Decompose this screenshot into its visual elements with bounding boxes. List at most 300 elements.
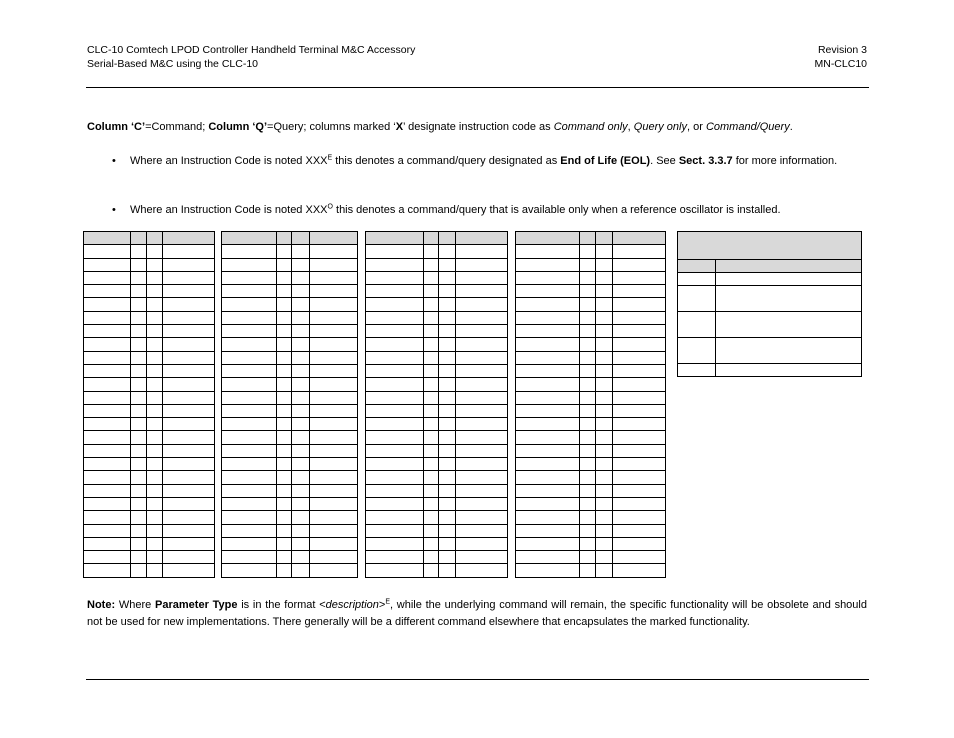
legend-cell: [716, 364, 862, 377]
table-row: [84, 258, 215, 271]
query-only-term: Query only: [633, 121, 687, 133]
table-cell: [131, 364, 147, 377]
table-cell: [613, 271, 666, 284]
table-cell: [366, 271, 424, 284]
table-cell: [456, 391, 508, 404]
table-cell: [222, 404, 277, 417]
table-row: [222, 258, 358, 271]
bullet-icon: •: [112, 155, 116, 167]
table-cell: [516, 484, 580, 497]
table-cell: [163, 484, 215, 497]
table-cell: [424, 232, 439, 245]
table-row: [222, 245, 358, 258]
table-cell: [147, 537, 163, 550]
table-cell: [131, 511, 147, 524]
table-cell: [516, 245, 580, 258]
table-cell: [310, 458, 358, 471]
table-cell: [84, 404, 131, 417]
table-cell: [580, 444, 596, 457]
table-cell: [439, 325, 456, 338]
table-cell: [439, 511, 456, 524]
table-row: [222, 351, 358, 364]
table-cell: [277, 232, 292, 245]
table-cell: [131, 298, 147, 311]
table-cell: [131, 325, 147, 338]
table-cell: [163, 391, 215, 404]
table-cell: [580, 551, 596, 564]
table-cell: [596, 431, 613, 444]
table-cell: [277, 271, 292, 284]
table-cell: [310, 497, 358, 510]
table-cell: [292, 271, 310, 284]
table-row: [516, 338, 666, 351]
table-cell: [613, 285, 666, 298]
table-cell: [163, 497, 215, 510]
table-cell: [147, 232, 163, 245]
table-cell: [580, 311, 596, 324]
table-cell: [222, 524, 277, 537]
table-row: [516, 551, 666, 564]
table-row: [366, 351, 508, 364]
table-cell: [439, 258, 456, 271]
table-row: [222, 524, 358, 537]
table-cell: [439, 378, 456, 391]
table-cell: [424, 311, 439, 324]
table-cell: [516, 471, 580, 484]
table-cell: [366, 311, 424, 324]
table-row: [84, 511, 215, 524]
table-cell: [292, 351, 310, 364]
table-cell: [222, 484, 277, 497]
table-cell: [580, 458, 596, 471]
intro-text: ,: [627, 121, 634, 133]
table-cell: [516, 338, 580, 351]
table-header-row: [84, 232, 215, 245]
table-cell: [277, 484, 292, 497]
table-cell: [439, 537, 456, 550]
table-row: [516, 364, 666, 377]
table-row: [222, 444, 358, 457]
table-cell: [456, 484, 508, 497]
table-row: [516, 391, 666, 404]
table-cell: [310, 444, 358, 457]
table-cell: [456, 245, 508, 258]
table-cell: [222, 378, 277, 391]
table-row: [222, 404, 358, 417]
table-cell: [456, 311, 508, 324]
table-cell: [424, 364, 439, 377]
table-cell: [131, 258, 147, 271]
table-row: [222, 378, 358, 391]
table-cell: [516, 351, 580, 364]
table-cell: [84, 311, 131, 324]
table-cell: [222, 497, 277, 510]
table-cell: [439, 338, 456, 351]
table-cell: [439, 232, 456, 245]
table-cell: [277, 364, 292, 377]
table-cell: [366, 564, 424, 577]
table-row: [84, 351, 215, 364]
table-cell: [310, 325, 358, 338]
table-row: [366, 258, 508, 271]
table-cell: [310, 484, 358, 497]
table-cell: [516, 364, 580, 377]
table-cell: [596, 325, 613, 338]
table-cell: [163, 271, 215, 284]
table-cell: [580, 418, 596, 431]
table-cell: [596, 391, 613, 404]
table-cell: [277, 418, 292, 431]
intro-text: ’ designate instruction code as: [403, 121, 554, 133]
table-row: [366, 524, 508, 537]
table-cell: [516, 285, 580, 298]
table-cell: [580, 351, 596, 364]
table-cell: [292, 551, 310, 564]
table-cell: [456, 298, 508, 311]
table-cell: [277, 311, 292, 324]
table-cell: [613, 511, 666, 524]
table-cell: [580, 537, 596, 550]
table-cell: [277, 511, 292, 524]
table-cell: [222, 271, 277, 284]
table-row: [84, 431, 215, 444]
table-cell: [580, 271, 596, 284]
table-row: [366, 338, 508, 351]
table-cell: [277, 431, 292, 444]
table-cell: [424, 325, 439, 338]
table-cell: [424, 258, 439, 271]
table-row: [222, 271, 358, 284]
table-cell: [613, 258, 666, 271]
revision-label: Revision 3: [817, 44, 867, 56]
table-cell: [277, 458, 292, 471]
table-row: [366, 298, 508, 311]
table-cell: [613, 431, 666, 444]
table-cell: [439, 285, 456, 298]
legend-cell: [678, 273, 716, 286]
table-cell: [439, 271, 456, 284]
footer-divider: [86, 679, 869, 680]
table-cell: [424, 245, 439, 258]
table-header-row: [366, 232, 508, 245]
table-row: [516, 444, 666, 457]
table-row: [366, 364, 508, 377]
table-row: [222, 391, 358, 404]
table-cell: [439, 564, 456, 577]
table-cell: [613, 551, 666, 564]
table-cell: [580, 298, 596, 311]
table-cell: [613, 325, 666, 338]
table-cell: [147, 298, 163, 311]
eol-term: End of Life (EOL): [560, 155, 651, 167]
table-cell: [456, 431, 508, 444]
table-cell: [424, 404, 439, 417]
command-table-2: [221, 231, 358, 578]
section-title: Serial-Based M&C using the CLC-10: [87, 58, 258, 70]
table-cell: [131, 311, 147, 324]
legend-header-cell: [716, 260, 862, 273]
table-cell: [131, 564, 147, 577]
table-cell: [580, 325, 596, 338]
table-row: [366, 325, 508, 338]
table-cell: [222, 351, 277, 364]
table-cell: [366, 298, 424, 311]
table-cell: [516, 444, 580, 457]
table-cell: [596, 311, 613, 324]
table-cell: [424, 351, 439, 364]
table-cell: [147, 404, 163, 417]
table-cell: [222, 245, 277, 258]
table-cell: [366, 364, 424, 377]
command-table-1: [83, 231, 215, 578]
table-cell: [292, 298, 310, 311]
table-cell: [366, 391, 424, 404]
legend-cell: [716, 312, 862, 338]
table-row: [516, 351, 666, 364]
table-cell: [84, 551, 131, 564]
table-cell: [516, 524, 580, 537]
legend-cell: [678, 338, 716, 364]
table-cell: [310, 245, 358, 258]
table-cell: [163, 298, 215, 311]
table-cell: [84, 258, 131, 271]
table-cell: [131, 338, 147, 351]
table-row: [222, 497, 358, 510]
table-cell: [439, 484, 456, 497]
table-cell: [131, 232, 147, 245]
table-row: [366, 551, 508, 564]
table-cell: [84, 378, 131, 391]
intro-paragraph: [87, 120, 877, 135]
table-cell: [310, 364, 358, 377]
header-divider: [86, 87, 869, 88]
table-cell: [456, 444, 508, 457]
table-row: [84, 271, 215, 284]
table-row: [516, 258, 666, 271]
table-cell: [366, 351, 424, 364]
note-text: Where: [115, 599, 156, 611]
table-cell: [277, 325, 292, 338]
table-cell: [163, 511, 215, 524]
table-cell: [596, 537, 613, 550]
table-cell: [310, 511, 358, 524]
table-cell: [84, 511, 131, 524]
command-table-4: [515, 231, 666, 578]
table-cell: [292, 338, 310, 351]
table-cell: [439, 364, 456, 377]
table-cell: [424, 551, 439, 564]
table-cell: [424, 431, 439, 444]
table-row: [516, 311, 666, 324]
table-cell: [84, 458, 131, 471]
table-cell: [310, 311, 358, 324]
table-row: [366, 484, 508, 497]
table-cell: [292, 258, 310, 271]
table-cell: [131, 431, 147, 444]
table-cell: [366, 325, 424, 338]
table-cell: [131, 404, 147, 417]
table-cell: [439, 551, 456, 564]
table-row: [84, 325, 215, 338]
table-cell: [310, 431, 358, 444]
table-row: [366, 471, 508, 484]
table-cell: [222, 232, 277, 245]
table-cell: [366, 524, 424, 537]
table-cell: [613, 311, 666, 324]
table-row: [222, 325, 358, 338]
table-cell: [147, 338, 163, 351]
table-cell: [277, 378, 292, 391]
table-cell: [456, 471, 508, 484]
table-cell: [147, 351, 163, 364]
table-row: [516, 537, 666, 550]
table-cell: [277, 404, 292, 417]
table-cell: [131, 285, 147, 298]
table-cell: [310, 471, 358, 484]
table-cell: [310, 298, 358, 311]
table-cell: [84, 364, 131, 377]
table-cell: [424, 298, 439, 311]
table-cell: [292, 497, 310, 510]
table-cell: [613, 298, 666, 311]
table-cell: [596, 497, 613, 510]
table-cell: [84, 351, 131, 364]
legend-cell: [716, 338, 862, 364]
table-row: [222, 537, 358, 550]
table-cell: [310, 338, 358, 351]
table-cell: [580, 484, 596, 497]
table-header-row: [222, 232, 358, 245]
table-cell: [613, 484, 666, 497]
table-cell: [131, 271, 147, 284]
table-cell: [424, 338, 439, 351]
table-row: [222, 431, 358, 444]
table-cell: [222, 458, 277, 471]
table-cell: [84, 431, 131, 444]
legend-cell: [716, 286, 862, 312]
table-cell: [163, 325, 215, 338]
table-cell: [147, 325, 163, 338]
table-cell: [131, 537, 147, 550]
table-cell: [424, 471, 439, 484]
table-row: [516, 564, 666, 577]
table-cell: [366, 338, 424, 351]
document-title: CLC-10 Comtech LPOD Controller Handheld Terminal M&C Accessory: [87, 44, 416, 56]
table-row: [366, 271, 508, 284]
table-cell: [222, 298, 277, 311]
column-q-label: Column ‘Q’: [208, 121, 268, 133]
parameter-type-term: Parameter Type: [155, 599, 238, 611]
table-row: [516, 418, 666, 431]
table-cell: [456, 404, 508, 417]
table-cell: [439, 351, 456, 364]
table-cell: [596, 258, 613, 271]
table-row: [516, 511, 666, 524]
table-row: [84, 245, 215, 258]
table-row: [84, 484, 215, 497]
table-row: [84, 311, 215, 324]
table-cell: [456, 271, 508, 284]
table-row: [366, 378, 508, 391]
table-cell: [580, 497, 596, 510]
table-cell: [277, 285, 292, 298]
table-cell: [366, 458, 424, 471]
table-cell: [163, 524, 215, 537]
oscillator-superscript: O: [327, 203, 333, 211]
table-row: [516, 404, 666, 417]
table-cell: [310, 564, 358, 577]
table-cell: [222, 564, 277, 577]
table-cell: [424, 285, 439, 298]
table-cell: [163, 232, 215, 245]
table-cell: [516, 431, 580, 444]
table-cell: [424, 511, 439, 524]
table-cell: [580, 258, 596, 271]
bullet-text: . See: [650, 155, 679, 167]
table-cell: [277, 351, 292, 364]
table-cell: [84, 298, 131, 311]
table-cell: [163, 537, 215, 550]
table-cell: [222, 444, 277, 457]
table-cell: [222, 311, 277, 324]
table-cell: [84, 232, 131, 245]
table-cell: [439, 298, 456, 311]
table-cell: [516, 311, 580, 324]
table-cell: [424, 271, 439, 284]
table-cell: [84, 418, 131, 431]
table-cell: [310, 271, 358, 284]
table-cell: [456, 458, 508, 471]
table-cell: [310, 378, 358, 391]
table-cell: [424, 444, 439, 457]
table-cell: [131, 497, 147, 510]
table-cell: [84, 245, 131, 258]
table-cell: [277, 258, 292, 271]
table-row: [222, 364, 358, 377]
table-cell: [516, 325, 580, 338]
table-row: [516, 484, 666, 497]
table-row: [366, 285, 508, 298]
table-cell: [292, 378, 310, 391]
table-cell: [580, 564, 596, 577]
table-cell: [222, 258, 277, 271]
table-cell: [580, 285, 596, 298]
table-cell: [147, 484, 163, 497]
table-cell: [596, 551, 613, 564]
table-row: [516, 285, 666, 298]
table-cell: [596, 404, 613, 417]
table-cell: [366, 418, 424, 431]
table-cell: [516, 404, 580, 417]
table-row: [222, 551, 358, 564]
bullet-text: Where an Instruction Code is noted XXX: [130, 204, 328, 216]
table-cell: [516, 537, 580, 550]
table-cell: [147, 458, 163, 471]
table-cell: [424, 418, 439, 431]
table-cell: [277, 471, 292, 484]
table-cell: [456, 497, 508, 510]
table-cell: [424, 524, 439, 537]
table-row: [84, 551, 215, 564]
table-cell: [310, 258, 358, 271]
table-cell: [310, 285, 358, 298]
table-cell: [310, 232, 358, 245]
note-superscript: E: [385, 598, 390, 606]
table-cell: [163, 351, 215, 364]
table-cell: [366, 245, 424, 258]
table-cell: [131, 524, 147, 537]
table-row: [222, 484, 358, 497]
